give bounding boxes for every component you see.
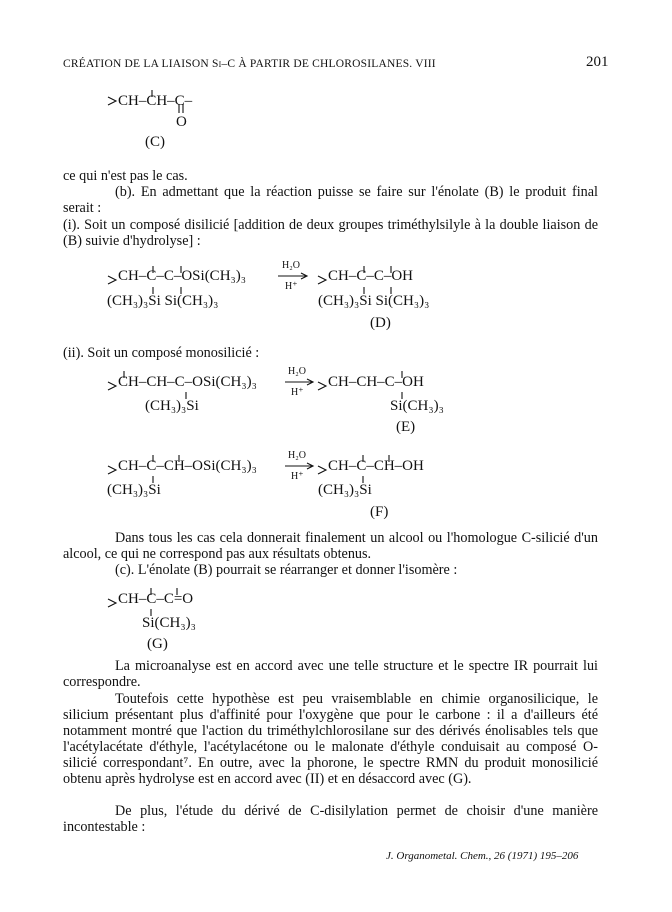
eq-e-product: CH–CH–C–OH <box>328 374 424 390</box>
eq-d-reagent: H₂O <box>282 260 300 271</box>
eq-d-label: (D) <box>370 315 391 331</box>
page-number: 201 <box>586 54 609 70</box>
para-not-the-case: ce qui n'est pas le cas. <box>63 168 188 184</box>
para-i: (i). Soit un composé disilicié [addition de deux groupes triméthylsilyle à la double liaison de (B) suivie d'hydrolyse] : <box>63 217 598 249</box>
alkyl-wedge-c <box>108 97 116 105</box>
para-ii: (ii). Soit un composé monosilicié : <box>63 345 260 361</box>
alkyl-wedge-f-left <box>108 466 116 474</box>
eq-f-label: (F) <box>370 504 389 520</box>
struct-g-label: (G) <box>147 636 168 652</box>
eq-f-reactant-substituent: (CH₃)₃Si <box>107 482 161 498</box>
eq-e-product-substituent: Si(CH₃)₃ <box>390 398 444 414</box>
alkyl-wedge-f-right <box>318 466 326 474</box>
eq-f-acid: H⁺ <box>291 471 304 482</box>
journal-citation: J. Organometal. Chem., 26 (1971) 195–206 <box>386 850 579 862</box>
alkyl-wedge-e-left <box>108 382 116 390</box>
eq-d-product: CH–C–C–OH <box>328 268 414 284</box>
eq-e-reactant-substituent: (CH₃)₃Si <box>145 398 199 414</box>
para-all-cases: Dans tous les cas cela donnerait finalement un alcool ou l'homologue C-silicié d'un alcool, ce qui ne correspond pas aux résultats obtenus. <box>63 530 598 562</box>
para-de-plus: De plus, l'étude du dérivé de C-disilylation permet de choisir d'une manière incontestable : <box>63 803 598 835</box>
eq-d-product-substituents: (CH₃)₃Si Si(CH₃)₃ <box>318 293 430 309</box>
eq-f-product-substituent: (CH₃)₃Si <box>318 482 372 498</box>
para-b: (b). En admettant que la réaction puisse se faire sur l'énolate (B) le produit final serait : <box>63 184 598 216</box>
eq-e-reactant: CH–CH–C–OSi(CH₃)₃ <box>118 374 257 390</box>
alkyl-wedge-d-left <box>108 276 116 284</box>
alkyl-wedge-g <box>108 599 116 607</box>
eq-e-acid: H⁺ <box>291 387 304 398</box>
struct-c-label: (C) <box>145 134 165 150</box>
eq-e-label: (E) <box>396 419 416 435</box>
running-header: CRÉATION DE LA LIAISON Si–C À PARTIR DE CHLOROSILANES. VIII <box>63 58 436 70</box>
struct-c-formula: CH–CH–C– <box>118 93 193 109</box>
para-microanalysis: La microanalyse est en accord avec une telle structure et le spectre IR pourrait lui correspondre. <box>63 658 598 690</box>
para-toutefois: Toutefois cette hypothèse est peu vraisemblable en chimie organosilicique, le silicium présentant plus d'affinité pour l'oxygène que pour le carbone : il a d'ailleurs été notamment montré que l'action du triméthylchlorosilane sur des dérivés énolisables tels que l'acétylacétate d'éthyle, l'acétylacétone ou le malonate d'éthyle conduisait au composé O-silicié correspondant⁷. En outre, avec la phorone, le spectre RMN du produit monosilicié obtenu après hydrolyse est en accord avec (II) et en désaccord avec (G). <box>63 691 598 787</box>
struct-g-substituent: Si(CH₃)₃ <box>142 615 196 631</box>
eq-d-acid: H⁺ <box>285 281 298 292</box>
eq-d-reactant-substituents: (CH₃)₃Si Si(CH₃)₃ <box>107 293 219 309</box>
struct-c-oxygen: O <box>176 114 187 130</box>
para-c: (c). L'énolate (B) pourrait se réarranger et donner l'isomère : <box>115 562 458 578</box>
eq-f-reactant: CH–C–CH–OSi(CH₃)₃ <box>118 458 257 474</box>
eq-d-reactant: CH–C–C–OSi(CH₃)₃ <box>118 268 246 284</box>
struct-g-formula: CH–C–C=O <box>118 591 194 607</box>
eq-f-reagent: H₂O <box>288 450 306 461</box>
alkyl-wedge-e-right <box>318 382 326 390</box>
eq-f-product: CH–C–CH–OH <box>328 458 424 474</box>
alkyl-wedge-d-right <box>318 276 326 284</box>
eq-e-reagent: H₂O <box>288 366 306 377</box>
